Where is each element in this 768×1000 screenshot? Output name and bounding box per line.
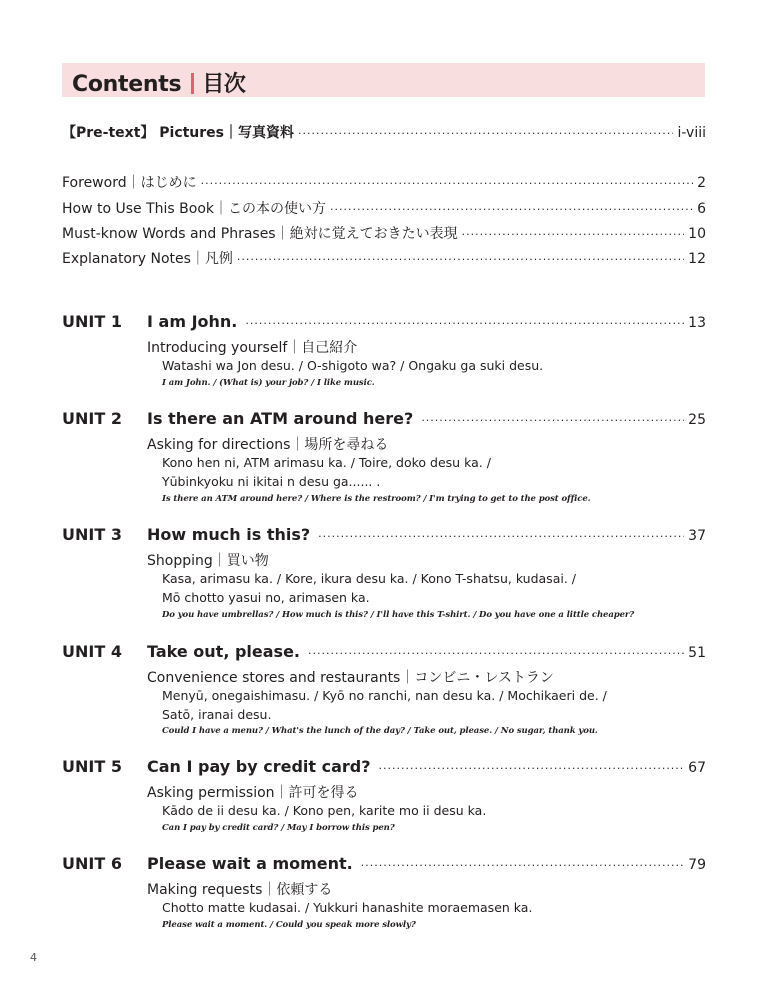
unit-topic: Asking permission｜許可を得る bbox=[147, 785, 359, 801]
toc-entry-label: Foreword｜はじめに bbox=[62, 175, 197, 191]
unit-label: UNIT 5 bbox=[62, 757, 122, 776]
dot-leader bbox=[379, 762, 685, 775]
dot-leader bbox=[237, 253, 684, 266]
toc-entry-page: 2 bbox=[697, 175, 706, 191]
dot-leader bbox=[298, 127, 673, 140]
unit-example-line: Chotto matte kudasai. / Yukkuri hanashite moraemasen ka. bbox=[162, 900, 533, 915]
unit-example-line: Kasa, arimasu ka. / Kore, ikura desu ka. / Kono T-shatsu, kudasai. / bbox=[162, 571, 576, 586]
toc-entry-foreword[interactable] bbox=[62, 172, 706, 192]
dot-leader bbox=[201, 177, 693, 190]
page-title-en: Contents bbox=[72, 72, 182, 97]
page-title-jp: 目次 bbox=[202, 72, 246, 97]
unit-example-line: Menyū, onegaishimasu. / Kyō no ranchi, nan desu ka. / Mochikaeri de. / bbox=[162, 688, 607, 703]
unit-page: 37 bbox=[688, 528, 706, 544]
unit-example-line: Satō, iranai desu. bbox=[162, 707, 272, 722]
toc-entry-label: How to Use This Book｜この本の使い方 bbox=[62, 201, 327, 217]
toc-entry-page: 6 bbox=[697, 201, 706, 217]
unit-label: UNIT 4 bbox=[62, 642, 122, 661]
unit-title: Is there an ATM around here? bbox=[147, 409, 414, 428]
unit-1-entry[interactable] bbox=[62, 312, 706, 331]
toc-entry-page: 12 bbox=[688, 251, 706, 267]
unit-label: UNIT 1 bbox=[62, 312, 122, 331]
unit-translation: Do you have umbrellas? / How much is this? / I'll have this T-shirt. / Do you have one a little cheaper? bbox=[162, 610, 635, 620]
unit-4-entry[interactable] bbox=[62, 642, 706, 661]
toc-entry-pre-text[interactable] bbox=[62, 122, 706, 142]
unit-topic: Asking for directions｜場所を尋ねる bbox=[147, 437, 389, 453]
unit-3-entry[interactable] bbox=[62, 525, 706, 544]
unit-translation: Could I have a menu? / What's the lunch of the day? / Take out, please. / No sugar, thank you. bbox=[162, 726, 598, 736]
unit-topic: Introducing yourself｜自己紹介 bbox=[147, 340, 358, 356]
dot-leader bbox=[462, 228, 685, 241]
toc-entry-notes[interactable] bbox=[62, 248, 706, 268]
toc-entry-page: 10 bbox=[688, 226, 706, 242]
unit-page: 79 bbox=[688, 857, 706, 873]
unit-title: How much is this? bbox=[147, 525, 311, 544]
unit-topic: Convenience stores and restaurants｜コンビニ・レストラン bbox=[147, 670, 554, 686]
dot-leader bbox=[318, 530, 684, 543]
unit-6-entry[interactable] bbox=[62, 854, 706, 873]
unit-label: UNIT 3 bbox=[62, 525, 122, 544]
title-separator bbox=[191, 73, 194, 94]
unit-topic: Making requests｜依頼する bbox=[147, 882, 333, 898]
unit-example-line: Watashi wa Jon desu. / O-shigoto wa? / Ongaku ga suki desu. bbox=[162, 358, 544, 373]
dot-leader bbox=[361, 859, 684, 872]
unit-title: Take out, please. bbox=[147, 642, 300, 661]
unit-2-entry[interactable] bbox=[62, 409, 706, 428]
toc-entry-must-know[interactable] bbox=[62, 223, 706, 243]
dot-leader bbox=[308, 647, 684, 660]
toc-entry-how-to-use[interactable] bbox=[62, 198, 706, 218]
page-title bbox=[72, 67, 246, 98]
toc-entry-label: Must-know Words and Phrases｜絶対に覚えておきたい表現 bbox=[62, 226, 458, 242]
dot-leader bbox=[421, 414, 684, 427]
toc-entry-label: Explanatory Notes｜凡例 bbox=[62, 251, 233, 267]
unit-page: 67 bbox=[688, 760, 706, 776]
dot-leader bbox=[330, 203, 693, 216]
page-number: 4 bbox=[30, 951, 37, 964]
unit-topic: Shopping｜買い物 bbox=[147, 553, 269, 569]
unit-example-line: Kono hen ni, ATM arimasu ka. / Toire, doko desu ka. / bbox=[162, 455, 491, 470]
unit-page: 25 bbox=[688, 412, 706, 428]
unit-title: Can I pay by credit card? bbox=[147, 757, 371, 776]
unit-label: UNIT 6 bbox=[62, 854, 122, 873]
unit-title: I am John. bbox=[147, 312, 238, 331]
unit-translation: I am John. / (What is) your job? / I like music. bbox=[162, 378, 375, 388]
dot-leader bbox=[245, 317, 684, 330]
unit-5-entry[interactable] bbox=[62, 757, 706, 776]
toc-entry-page: ⅰ-viii bbox=[677, 125, 706, 141]
unit-page: 13 bbox=[688, 315, 706, 331]
toc-entry-label: 【Pre-text】 Pictures｜写真資料 bbox=[62, 125, 295, 141]
unit-title: Please wait a moment. bbox=[147, 854, 353, 873]
unit-example-line: Yūbinkyoku ni ikitai n desu ga...... . bbox=[162, 474, 381, 489]
unit-page: 51 bbox=[688, 645, 706, 661]
unit-example-line: Kādo de ii desu ka. / Kono pen, karite mo ii desu ka. bbox=[162, 803, 487, 818]
unit-translation: Is there an ATM around here? / Where is the restroom? / I'm trying to get to the post office. bbox=[162, 494, 591, 504]
unit-label: UNIT 2 bbox=[62, 409, 122, 428]
unit-translation: Please wait a moment. / Could you speak more slowly? bbox=[162, 920, 416, 930]
unit-translation: Can I pay by credit card? / May I borrow this pen? bbox=[162, 823, 395, 833]
unit-example-line: Mō chotto yasui no, arimasen ka. bbox=[162, 590, 370, 605]
